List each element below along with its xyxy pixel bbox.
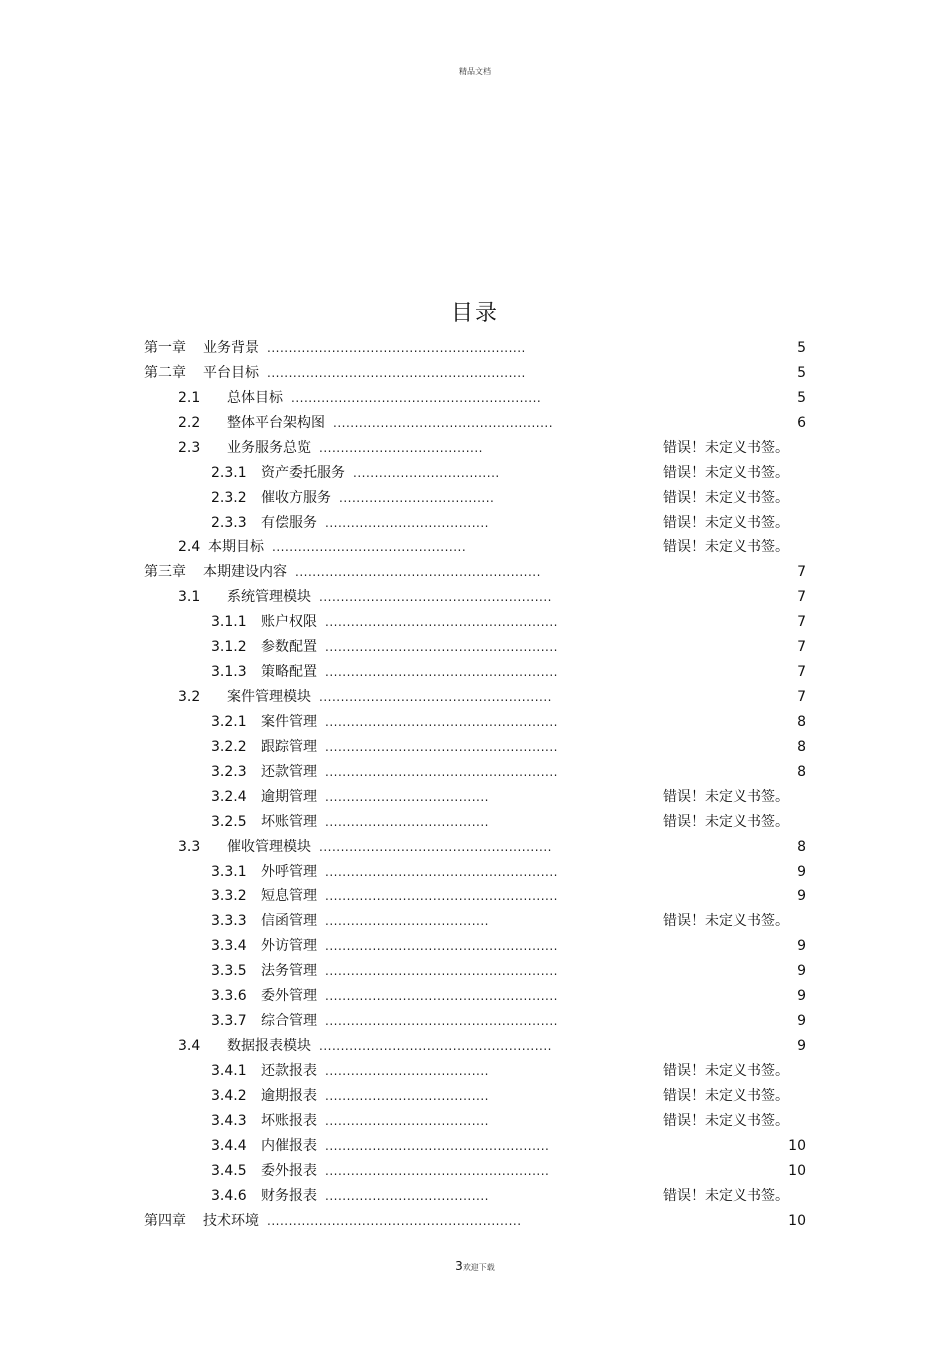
toc-entry-page: 错误！未定义书签。 — [663, 539, 789, 556]
toc-entry-number: 3.2.3 — [211, 763, 247, 780]
toc-entry-label: 委外管理 — [261, 988, 317, 1005]
toc-entry-label: 有偿服务 — [261, 514, 317, 531]
toc-entry-number: 3.3.1 — [211, 863, 247, 880]
footer-page-number: 3 — [455, 1259, 463, 1273]
toc-entry-number: 3.3 — [178, 838, 201, 855]
toc-entry-label: 本期目标 — [208, 539, 264, 556]
toc-entry-label: 跟踪管理 — [261, 738, 317, 755]
toc-entry-leader-dots: ...................................... — [325, 814, 489, 829]
toc-entry-number: 3.4.1 — [211, 1062, 247, 1079]
toc-entry-label: 催收管理模块 — [227, 838, 311, 855]
toc-entry-number: 3.4.4 — [211, 1137, 247, 1154]
toc-entry[interactable] — [0, 860, 950, 885]
toc-entry-label: 委外报表 — [261, 1162, 317, 1179]
toc-entry-page: 错误！未定义书签。 — [663, 489, 789, 506]
toc-entry-number: 第四章 — [144, 1212, 186, 1229]
toc-entry-page: 错误！未定义书签。 — [663, 1112, 789, 1129]
toc-entry-number: 3.1.1 — [211, 614, 247, 631]
toc-entry-number: 3.3.7 — [211, 1013, 247, 1030]
toc-entry-label: 外访管理 — [261, 938, 317, 955]
toc-entry-leader-dots: ................................................... — [333, 415, 554, 430]
toc-entry-label: 技术环境 — [203, 1212, 259, 1229]
toc-entry-number: 3.2 — [178, 689, 201, 706]
toc-entry-label: 整体平台架构图 — [227, 414, 325, 431]
toc-entry-label: 案件管理模块 — [227, 689, 311, 706]
toc-entry-leader-dots: .................................................... — [325, 1138, 550, 1153]
toc-entry-leader-dots: ...................................... — [325, 1188, 489, 1203]
toc-entry-leader-dots: ...................................... — [325, 1088, 489, 1103]
toc-entry-number: 2.3.1 — [211, 464, 247, 481]
toc-entry-number: 3.4.2 — [211, 1087, 247, 1104]
toc-entry-page: 7 — [797, 564, 806, 581]
toc-entry-leader-dots: ...................................................... — [325, 764, 558, 779]
toc-entry-label: 短息管理 — [261, 888, 317, 905]
toc-entry-label: 资产委托服务 — [261, 464, 345, 481]
toc-entry-label: 平台目标 — [203, 364, 259, 381]
toc-entry[interactable] — [0, 336, 950, 361]
toc-entry-number: 2.2 — [178, 414, 201, 431]
toc-entry-number: 第一章 — [144, 340, 186, 356]
toc-entry-leader-dots: ...................................................... — [319, 839, 552, 854]
toc-entry-page: 错误！未定义书签。 — [663, 913, 789, 930]
toc-entry-number: 3.4.5 — [211, 1162, 247, 1179]
toc-entry-label: 逾期报表 — [261, 1087, 317, 1104]
toc-entry-leader-dots: .................................................... — [325, 1163, 550, 1178]
toc-entry-number: 3.1.2 — [211, 639, 247, 656]
toc-entry-label: 业务背景 — [203, 340, 259, 356]
toc-entry-number: 3.3.6 — [211, 988, 247, 1005]
toc-entry[interactable] — [0, 735, 950, 760]
toc-entry-label: 参数配置 — [261, 639, 317, 656]
toc-entry-page: 错误！未定义书签。 — [663, 1062, 789, 1079]
toc-entry-leader-dots: ...................................................... — [325, 665, 558, 680]
toc-entry-leader-dots: ...................................................... — [319, 690, 552, 705]
toc-entry-label: 外呼管理 — [261, 863, 317, 880]
toc-entry-leader-dots: ...................................... — [325, 1063, 489, 1078]
toc-entry-label: 财务报表 — [261, 1187, 317, 1204]
toc-entry-leader-dots: ...................................................... — [325, 739, 558, 754]
toc-entry-leader-dots: ...................................................... — [325, 1014, 558, 1029]
toc-entry-page: 7 — [797, 614, 806, 631]
toc-entry-number: 3.2.4 — [211, 788, 247, 805]
toc-entry-label: 还款管理 — [261, 763, 317, 780]
toc-entry-page: 8 — [797, 838, 806, 855]
toc-entry-leader-dots: ...................................................... — [319, 1039, 552, 1054]
toc-entry[interactable] — [0, 884, 950, 909]
toc-entry[interactable] — [0, 610, 950, 635]
toc-entry-leader-dots: ............................................................ — [267, 365, 526, 380]
toc-entry-page: 9 — [797, 1013, 806, 1030]
toc-entry-page: 错误！未定义书签。 — [663, 813, 789, 830]
toc-entry[interactable] — [0, 511, 950, 536]
toc-entry-leader-dots: ...................................................... — [325, 889, 558, 904]
toc-entry-leader-dots: ...................................................... — [319, 590, 552, 605]
toc-entry-number: 3.3.5 — [211, 963, 247, 980]
header-note: 精品文档 — [459, 67, 491, 76]
toc-entry[interactable] — [0, 710, 950, 735]
toc-entry[interactable] — [0, 1059, 950, 1084]
toc-entry-page: 错误！未定义书签。 — [663, 788, 789, 805]
toc-entry-number: 3.3.3 — [211, 913, 247, 930]
toc-entry-label: 信函管理 — [261, 913, 317, 930]
toc-entry-page: 9 — [797, 963, 806, 980]
toc-entry-number: 3.3.4 — [211, 938, 247, 955]
toc-entry-page: 8 — [797, 738, 806, 755]
toc-entry[interactable] — [0, 436, 950, 461]
toc-entry-number: 2.3.2 — [211, 489, 247, 506]
toc-entry-label: 账户权限 — [261, 614, 317, 631]
toc-entry-number: 2.3 — [178, 439, 201, 456]
toc-entry-label: 法务管理 — [261, 963, 317, 980]
toc-entry-leader-dots: ...................................................... — [325, 939, 558, 954]
toc-entry[interactable] — [0, 1134, 950, 1159]
toc-entry[interactable] — [0, 1084, 950, 1109]
toc-entry-label: 坏账管理 — [261, 813, 317, 830]
toc-entry-page: 错误！未定义书签。 — [663, 1087, 789, 1104]
toc-entry-label: 本期建设内容 — [203, 564, 287, 581]
toc-entry[interactable] — [0, 660, 950, 685]
toc-entry[interactable] — [0, 1159, 950, 1184]
toc-entry-page: 5 — [797, 364, 806, 381]
toc-entry[interactable] — [0, 1184, 950, 1209]
toc-entry[interactable] — [0, 411, 950, 436]
toc-entry-leader-dots: .......................................................... — [291, 390, 542, 405]
toc-entry-page: 10 — [788, 1137, 806, 1154]
toc-entry[interactable] — [0, 810, 950, 835]
toc-entry-page: 9 — [797, 1038, 806, 1055]
toc-entry[interactable] — [0, 785, 950, 810]
toc-entry-leader-dots: .................................... — [339, 490, 495, 505]
toc-entry-page: 7 — [797, 664, 806, 681]
toc-entry-number: 3.1 — [178, 589, 201, 606]
toc-entry-number: 2.4 — [178, 539, 201, 556]
toc-entry[interactable] — [0, 835, 950, 860]
page-footer — [0, 1259, 950, 1273]
toc-entry-page: 5 — [797, 389, 806, 406]
toc-entry-leader-dots: ...................................... — [325, 515, 489, 530]
toc-entry[interactable] — [0, 984, 950, 1009]
toc-entry-page: 9 — [797, 863, 806, 880]
toc-entry-page: 10 — [788, 1212, 806, 1229]
toc-entry[interactable] — [0, 461, 950, 486]
toc-entry-page: 错误！未定义书签。 — [663, 514, 789, 531]
toc-entry[interactable] — [0, 635, 950, 660]
toc-entry-page: 9 — [797, 888, 806, 905]
toc-entry[interactable] — [0, 386, 950, 411]
toc-entry-label: 综合管理 — [261, 1013, 317, 1030]
toc-entry-leader-dots: ...................................................... — [325, 714, 558, 729]
toc-entry-label: 策略配置 — [261, 664, 317, 681]
footer-note: 欢迎下载 — [462, 1263, 495, 1272]
toc-entry-leader-dots: .................................. — [353, 465, 500, 480]
toc-entry-label: 坏账报表 — [261, 1112, 317, 1129]
toc-entry[interactable] — [0, 486, 950, 511]
toc-entry-number: 3.4 — [178, 1038, 201, 1055]
toc-entry-label: 内催报表 — [261, 1137, 317, 1154]
toc-entry-number: 3.2.2 — [211, 738, 247, 755]
toc-entry-label: 逾期管理 — [261, 788, 317, 805]
toc-entry-page: 8 — [797, 763, 806, 780]
toc-entry-leader-dots: ...................................................... — [325, 615, 558, 630]
toc-entry-number: 3.4.3 — [211, 1112, 247, 1129]
toc-entry-page: 7 — [797, 639, 806, 656]
toc-entry-label: 总体目标 — [227, 389, 283, 406]
toc-entry-page: 5 — [797, 340, 806, 356]
toc-entry[interactable] — [0, 959, 950, 984]
toc-entry-page: 错误！未定义书签。 — [663, 439, 789, 456]
toc-entry[interactable] — [0, 560, 950, 585]
toc-entry-number: 第三章 — [144, 564, 186, 581]
toc-entry-leader-dots: ...................................... — [325, 914, 489, 929]
toc-entry-page: 7 — [797, 589, 806, 606]
toc-entry-page: 8 — [797, 713, 806, 730]
toc-entry-label: 系统管理模块 — [227, 589, 311, 606]
toc-entry[interactable] — [0, 1209, 950, 1234]
toc-entry-number: 3.3.2 — [211, 888, 247, 905]
toc-entry[interactable] — [0, 760, 950, 785]
toc-entry-page: 10 — [788, 1162, 806, 1179]
toc-entry-leader-dots: ...................................................... — [325, 864, 558, 879]
toc-entry-number: 3.2.1 — [211, 713, 247, 730]
toc-entry[interactable] — [0, 1009, 950, 1034]
toc-entry-page: 9 — [797, 938, 806, 955]
toc-entry-leader-dots: ...................................................... — [325, 640, 558, 655]
toc-entry-leader-dots: ...................................................... — [325, 964, 558, 979]
toc-entry-label: 催收方服务 — [261, 489, 331, 506]
toc-entry-number: 第二章 — [144, 364, 186, 381]
toc-entry-label: 业务服务总览 — [227, 439, 311, 456]
toc-entry-number: 2.3.3 — [211, 514, 247, 531]
toc-entry[interactable] — [0, 934, 950, 959]
toc-entry-number: 2.1 — [178, 389, 201, 406]
toc-entry-label: 案件管理 — [261, 713, 317, 730]
toc-entry-number: 3.2.5 — [211, 813, 247, 830]
toc-entry-page: 错误！未定义书签。 — [663, 1187, 789, 1204]
toc-entry-leader-dots: ...................................................... — [325, 989, 558, 1004]
toc-entry-number: 3.1.3 — [211, 664, 247, 681]
toc-entry[interactable] — [0, 909, 950, 934]
toc-entry-label: 数据报表模块 — [227, 1038, 311, 1055]
toc-entry-leader-dots: ...................................... — [325, 789, 489, 804]
toc-entry-leader-dots: ......................................................... — [295, 565, 541, 580]
page-title: 目录 — [450, 301, 499, 326]
toc-entry-leader-dots: ........................................................... — [267, 1213, 522, 1228]
toc-entry[interactable] — [0, 1109, 950, 1134]
toc-entry[interactable] — [0, 535, 950, 560]
toc-entry-leader-dots: ...................................... — [319, 440, 483, 455]
toc-entry-page: 错误！未定义书签。 — [663, 464, 789, 481]
table-of-contents — [0, 336, 950, 1236]
toc-entry-page: 6 — [797, 414, 806, 431]
toc-entry-leader-dots: ............................................. — [272, 540, 467, 555]
toc-entry[interactable] — [0, 1034, 950, 1059]
toc-entry-number: 3.4.6 — [211, 1187, 247, 1204]
toc-entry[interactable] — [0, 685, 950, 710]
toc-entry-leader-dots: ...................................... — [325, 1113, 489, 1128]
toc-entry[interactable] — [0, 585, 950, 610]
toc-entry-label: 还款报表 — [261, 1062, 317, 1079]
toc-entry-page: 7 — [797, 689, 806, 706]
toc-entry[interactable] — [0, 361, 950, 386]
toc-entry-page: 9 — [797, 988, 806, 1005]
toc-entry-leader-dots: ............................................................ — [267, 341, 526, 355]
